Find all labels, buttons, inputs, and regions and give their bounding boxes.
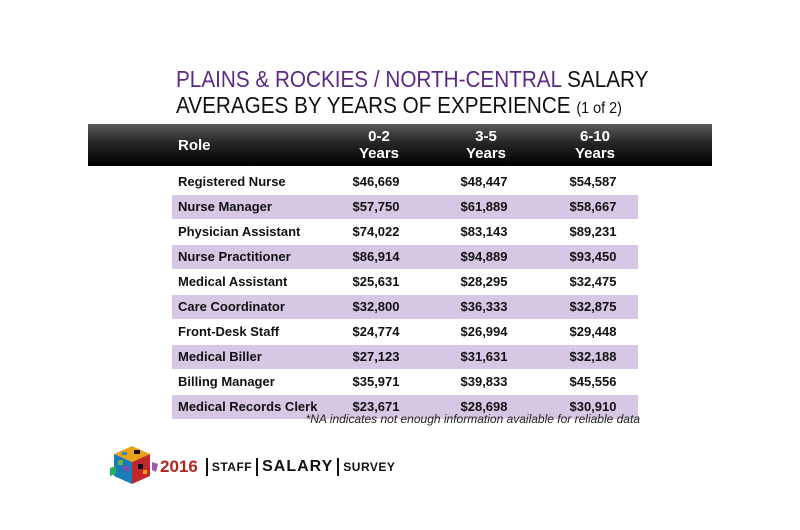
header-role: Role — [178, 136, 211, 154]
salary-cell: $32,800 — [352, 299, 400, 314]
salary-cell: $30,910 — [569, 399, 617, 414]
salary-cell: $89,231 — [569, 224, 617, 239]
footnote: *NA indicates not enough information available for reliable data — [305, 412, 640, 426]
role-cell: Physician Assistant — [178, 224, 301, 239]
table-row — [172, 270, 638, 294]
salary-cell: $93,450 — [569, 249, 617, 264]
salary-cell: $57,750 — [352, 199, 400, 214]
salary-cell: $36,333 — [460, 299, 508, 314]
table-row — [172, 345, 638, 369]
role-cell: Medical Assistant — [178, 274, 288, 289]
table-row — [172, 170, 638, 194]
salary-cell: $23,671 — [352, 399, 400, 414]
salary-cell: $74,022 — [352, 224, 400, 239]
salary-cell: $86,914 — [352, 249, 400, 264]
brand-divider — [256, 458, 258, 476]
header-3-5-range: 3-5 — [475, 128, 497, 145]
salary-cell: $32,875 — [569, 299, 617, 314]
salary-cell: $39,833 — [460, 374, 508, 389]
role-cell: Front-Desk Staff — [178, 324, 280, 339]
table-row — [172, 370, 638, 394]
salary-cell: $27,123 — [352, 349, 400, 364]
salary-cell: $54,587 — [569, 174, 617, 189]
salary-cell: $61,889 — [460, 199, 508, 214]
salary-cell: $25,631 — [352, 274, 400, 289]
salary-cell: $83,143 — [460, 224, 508, 239]
salary-cell: $31,631 — [460, 349, 508, 364]
table-header — [88, 124, 712, 166]
role-cell: Medical Records Clerk — [178, 399, 318, 414]
salary-cell: $32,475 — [569, 274, 617, 289]
header-6-10-years — [558, 124, 632, 166]
title-page-indicator: (1 of 2) — [576, 100, 622, 117]
header-6-10-range: 6-10 — [579, 128, 610, 145]
salary-cell: $28,295 — [460, 274, 508, 289]
role-cell: Nurse Practitioner — [178, 249, 291, 264]
title-averages: AVERAGES BY YEARS OF EXPERIENCE — [176, 92, 571, 118]
survey-brand — [160, 457, 395, 477]
salary-cell: $24,774 — [352, 324, 400, 339]
table-row — [172, 195, 638, 219]
header-0-2-years — [342, 124, 416, 166]
salary-cell: $35,971 — [352, 374, 400, 389]
salary-cell: $58,667 — [569, 199, 617, 214]
brand-salary: SALARY — [262, 458, 334, 475]
salary-cell: $32,188 — [569, 349, 617, 364]
role-cell: Medical Biller — [178, 349, 262, 364]
role-cell: Registered Nurse — [178, 174, 286, 189]
brand-divider — [337, 458, 339, 476]
salary-cell: $29,448 — [569, 324, 617, 339]
table-row — [172, 245, 638, 269]
salary-cell: $45,556 — [569, 374, 617, 389]
role-cell: Billing Manager — [178, 374, 275, 389]
salary-cell: $26,994 — [460, 324, 508, 339]
role-cell: Care Coordinator — [178, 299, 285, 314]
table-row — [172, 220, 638, 244]
chart-title — [176, 66, 701, 122]
brand-survey: SURVEY — [343, 460, 396, 474]
salary-cell: $28,698 — [460, 399, 508, 414]
brand-year: 2016 — [160, 457, 198, 476]
salary-cell: $94,889 — [460, 249, 508, 264]
role-cell: Nurse Manager — [178, 199, 272, 214]
table-row — [172, 295, 638, 319]
table-row — [172, 320, 638, 344]
header-0-2-range: 0-2 — [368, 128, 390, 145]
survey-logo-icon — [110, 444, 158, 488]
brand-staff: STAFF — [211, 460, 253, 474]
salary-cell: $48,447 — [460, 174, 508, 189]
salary-table — [172, 170, 638, 420]
brand-divider — [206, 458, 208, 476]
header-3-5-unit: Years — [465, 145, 507, 162]
header-3-5-years — [449, 124, 523, 166]
salary-cell: $46,669 — [352, 174, 400, 189]
title-salary: SALARY — [567, 66, 649, 92]
title-region: PLAINS & ROCKIES / NORTH-CENTRAL — [176, 66, 562, 92]
header-6-10-unit: Years — [574, 145, 616, 162]
header-0-2-unit: Years — [358, 145, 400, 162]
